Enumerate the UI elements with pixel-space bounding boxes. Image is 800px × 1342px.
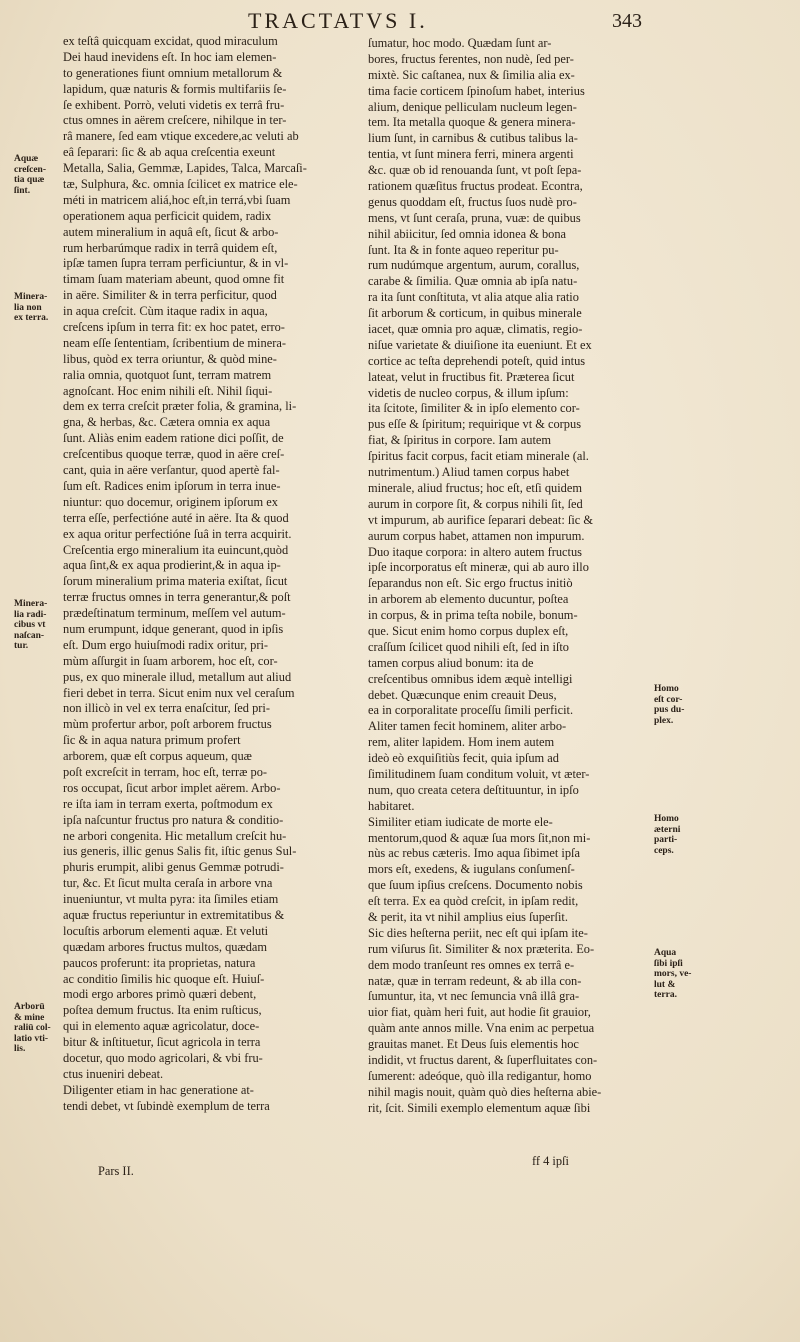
marginal-note — [14, 292, 48, 324]
text-line: in aëre. Similiter & in terra perficitur, quod — [63, 288, 277, 303]
text-line: re iſta iam in terram exerta, poſtmodum ex — [63, 796, 273, 811]
text-line: debet. Quæcunque enim creauit Deus, — [368, 687, 557, 702]
text-line: pus du- — [654, 705, 685, 715]
text-line: num, quo creata cetera deſtituuntur, in ipſo — [368, 782, 579, 797]
text-line: ceps. — [654, 845, 674, 856]
text-line: arborem, quæ eſt corpus aqueum, quæ — [63, 749, 252, 764]
text-line: indidit, vt fructus darent, & ſuperfluitates con- — [368, 1053, 598, 1067]
text-line: Homo — [654, 684, 679, 694]
text-line: lut & — [654, 979, 676, 990]
catchword-line: ff 4 ipſi — [532, 1154, 569, 1168]
text-line: ex teſtâ quicquam excidat, quod miraculum — [63, 34, 278, 48]
text-line: poſtea demum fructus. Ita enim ruſticus, — [63, 1003, 262, 1018]
text-line: râ manere, ſed eam vtique excedere,ac veluti ab — [63, 129, 299, 144]
text-line: Sic dies heſterna periit, nec eſt qui ipſam ite- — [368, 925, 588, 940]
text-line: raliū col- — [14, 1023, 51, 1033]
text-line: ſe exhibent. Porrò, veluti videtis ex terrâ fru- — [63, 97, 285, 112]
text-line: ſumatur, hoc modo. Quædam ſunt ar- — [368, 36, 552, 50]
text-line: eſt cor- — [654, 694, 683, 705]
text-line: cibus vt — [14, 620, 46, 630]
text-line: aquæ fructus reperiuntur in extremitatibus & — [63, 907, 285, 922]
text-line: vt impurum, ab aurifice ſeparari debeat: ſic & — [368, 512, 594, 527]
text-line: eſt terra. Ex ea quòd creſcit, in ipſam redit, — [368, 894, 579, 909]
text-line: fieri debet in terra. Sicut enim nux vel ceraſum — [63, 685, 295, 700]
text-line: pus eſſe & ſpiritum; requirique vt & corpus — [368, 417, 582, 432]
text-line: que ſuum ipſius creſcens. Documento nobis — [368, 878, 583, 893]
text-line: que. Sicut enim homo corpus duplex eſt, — [368, 623, 569, 638]
text-line: Duo itaque corpora: in altero autem fructus — [368, 544, 583, 559]
text-line: Minera- — [14, 292, 48, 302]
text-line: rum herbarúmque radix in terrâ quidem eſt, — [63, 240, 278, 255]
text-line: cortice ac teſta deprehendi poteſt, quid intus — [368, 353, 586, 368]
text-line: tur. — [14, 641, 29, 651]
marginal-note — [14, 1002, 51, 1055]
text-line: nutrimentum.) Aliud tamen corpus habet — [368, 465, 570, 480]
text-line: timam ſuam materiam abeunt, quod omne fit — [63, 272, 285, 287]
text-line: plex. — [654, 715, 674, 726]
text-line: Creſcentia ergo mineralium ita euincunt,quòd — [63, 542, 289, 557]
text-line: tia quæ — [14, 175, 45, 185]
text-line: eâ ſeparari: ſic & ab aqua creſcentia exeunt — [63, 145, 276, 160]
text-line: minerale, aliud fructus; hoc eſt, etſi quidem — [368, 480, 583, 495]
signature-mark: Pars II. — [98, 1164, 134, 1178]
text-line: ac conditio ſimilis hic quoque eſt. Huiuſ- — [63, 971, 265, 986]
text-line: paucos proferunt: ita proprietas, natura — [63, 955, 256, 970]
text-line: genus quoddam eſt, fructus ſuos nudè pro- — [368, 194, 577, 209]
text-line: nihil abiicitur, ſed omnia idonea & bona — [368, 226, 567, 241]
text-line: prædeſtinatum terminum, meſſem vel autum- — [63, 606, 286, 621]
text-line: num erumpunt, idque generant, quod in ipſis — [63, 621, 284, 636]
left-text-column — [63, 34, 333, 1115]
text-line: rum viſurus ſit. Similiter & nox præterita. Eo- — [368, 941, 595, 956]
text-line: creſcentibus omnibus idem æquè intelligi — [368, 671, 573, 686]
text-line: in aqua creſcit. Cùm itaque radix in aqua, — [63, 304, 268, 319]
text-line: creſcentibus quoque terræ, quod in aëre creſ- — [63, 447, 285, 462]
text-line: habitaret. — [368, 798, 415, 813]
text-line: mixtè. Sic caſtanea, nux & ſimilia alia ex- — [368, 67, 575, 82]
text-line: terra. — [654, 990, 677, 1000]
text-line: naſcan- — [14, 630, 45, 641]
text-line: méti in matricem aliá,hoc eſt,in terrá,vbi ſuam — [63, 192, 291, 207]
text-line: grauitas manet. Et Deus ſuis elementis hoc — [368, 1037, 579, 1052]
text-line: mors, ve- — [654, 969, 692, 979]
text-line: in corpus, & in prima teſta nobile, bonum- — [368, 608, 578, 623]
text-line: ralia omnia, quotquot ſunt, terram matrem — [63, 367, 272, 382]
text-line: alium, denique pelliculam nucleum legen- — [368, 99, 577, 114]
marginal-note — [654, 814, 680, 856]
text-line: tendi debet, vt ſubindè exemplum de terra — [63, 1098, 270, 1113]
text-line: rem, aliter lapidem. Hom inem autem — [368, 735, 555, 750]
text-line: tem. Ita metalla quoque & genera minera- — [368, 115, 576, 130]
text-line: æterni — [654, 824, 681, 835]
text-line: quædam arbores fructus multos, quædam — [63, 939, 268, 954]
text-line: ſpiritus facit corpus, facit etiam minerale (al. — [368, 449, 589, 464]
text-line: ros occupat, ſicut arbor implet aërem. Arbo- — [63, 780, 281, 795]
text-line: ſumerent: adeóque, quò illa redigantur, homo — [368, 1068, 592, 1083]
text-line: qui in elemento aquæ agricolatur, doce- — [63, 1019, 260, 1034]
text-line: ſum eſt. Radices enim ipſorum in terra inue- — [63, 478, 281, 493]
text-line: eſt. Dum ergo huiuſmodi radix oritur, pri- — [63, 637, 269, 652]
text-line: ſit arborum & corticum, in quibus minerale — [368, 306, 582, 321]
text-line: to generationes fiunt omnium metallorum & — [63, 65, 283, 80]
text-line: ea in corporalitate proceſſu ſimili perficit. — [368, 703, 574, 718]
text-line: tamen corpus aliud bonum: ita de — [368, 655, 534, 670]
text-line: ſeparandus non eſt. Sic ergo fructus initiò — [368, 576, 573, 591]
text-line: niſue varietate & diuiſione ita eueniunt. Et ex — [368, 337, 592, 352]
text-line: rit, ſcit. Simili exemplo elementum aquæ ſibi — [368, 1100, 591, 1115]
text-line: Arborū — [14, 1002, 45, 1012]
marginal-note — [14, 154, 46, 196]
text-line: mùm aſſurgit in ſuam arborem, hoc eſt, cor- — [63, 653, 278, 668]
text-line: mors eſt, exedens, & iugulans conſumenſ- — [368, 862, 575, 877]
text-line: lateat, velut in fructibus fit. Præterea ſicut — [368, 369, 575, 384]
text-line: tæ, Sulphura, &c. omnia ſcilicet ex matrice ele- — [63, 177, 298, 192]
text-line: Dei haud inevidens eſt. In hoc iam elemen- — [63, 49, 277, 64]
text-line: Metalla, Salia, Gemmæ, Lapides, Talca, Marcaſi- — [63, 161, 307, 176]
text-line: ius generis, illic genus Salis fit, iſtic genus Sul- — [63, 844, 297, 859]
text-line: bitur & inſtituetur, ſicut agricola in terra — [63, 1035, 261, 1050]
text-line: ex aqua oritur perfectióne ſuâ in terra acquirit. — [63, 526, 292, 541]
text-line: poſt excreſcit in terram, hoc eſt, terræ po- — [63, 764, 268, 779]
text-line: ipſæ tamen ſupra terram perficiuntur, & in vl- — [63, 256, 289, 271]
text-line: mùm profertur arbor, poſt arborem fructus — [63, 717, 272, 732]
text-line: terra eſſe, perfectióne auté in aëre. Ita & quod — [63, 510, 289, 525]
text-line: ſunt. Ita & in fonte aqueo reperitur pu- — [368, 242, 559, 257]
text-line: non illicò in vel ex terra enaſcitur, ſed pri- — [63, 701, 270, 716]
text-line: phuris erumpit, alibi genus Gemmæ potrudi- — [63, 860, 284, 875]
text-line: ſumuntur, ita, vt nec ſemuncia vnâ illâ gra- — [368, 989, 580, 1004]
text-line: agnoſcant. Hoc enim nihili eſt. Nihil ſiqui- — [63, 383, 273, 398]
text-line: lium ſunt, in carnibus & cutibus talibus la- — [368, 131, 578, 146]
text-line: ſic & in aqua natura primum profert — [63, 733, 241, 748]
text-line: cant, quia in aëre verſantur, quod apertè fal- — [63, 463, 280, 478]
text-line: operationem aqua perficicit quidem, radix — [63, 208, 272, 223]
text-line: ideò eò exquiſitiùs fecit, quia ipſum ad — [368, 751, 559, 766]
text-line: creſcens ipſum in terra fit: ex hoc patet, erro- — [63, 320, 285, 335]
right-text-column — [368, 36, 650, 1117]
text-line: mens, vt ſunt ceraſa, pruna, vuæ: de quibus — [368, 210, 581, 225]
text-line: dem ex terra creſcit præter folia, & gramina, li- — [63, 399, 297, 414]
text-line: dem modo tranſeunt res omnes ex terrâ e- — [368, 957, 575, 972]
text-line: aqua ſint,& ex aqua prodierint,& in aqua ip- — [63, 558, 281, 573]
text-line: &c. quæ ob id renouanda ſunt, vt poſt ſepa- — [368, 163, 582, 178]
text-line: ipſa naſcuntur fructus pro natura & conditio- — [63, 812, 284, 827]
text-line: neam eſſe ſententiam, ſcribentium de minera- — [63, 335, 286, 350]
text-line: inueniuntur, vt multa pyra: ita ſimiles etiam — [63, 892, 279, 907]
text-line: ſunt. Aliàs enim eadem ratione dici poſſit, de — [63, 431, 284, 446]
text-line: Homo — [654, 814, 679, 824]
text-line: ex terra. — [14, 313, 49, 323]
text-line: rum nudúmque argentum, aurum, corallus, — [368, 258, 580, 273]
text-line: in arborem ab elemento ducuntur, poſtea — [368, 592, 569, 607]
text-line: parti- — [654, 835, 678, 845]
text-line: gna, & herbas, &c. Cætera omnia ex aqua — [63, 415, 271, 430]
text-line: ita ſcitote, ſimiliter & in ipſo elemento cor- — [368, 401, 580, 416]
text-line: uior fiat, quàm heri fuit, aut hodie ſit grauior, — [368, 1005, 591, 1020]
text-line: aurum in corpore ſit, & corpus nihili ſit, ſed — [368, 496, 583, 511]
text-line: creſcen- — [14, 164, 46, 175]
text-line: libus, quòd ex terra oriuntur, & quòd mine- — [63, 351, 277, 366]
text-line: ſibi ipſi — [654, 958, 683, 969]
text-line: ipſe incorporatus eſt mineræ, qui ab auro illo — [368, 560, 589, 575]
text-line: niuntur: quo docemur, originem ipſorum ex — [63, 494, 278, 509]
text-line: lia non — [14, 302, 42, 313]
text-line: terræ fructus omnes in terra generantur,& poſt — [63, 590, 291, 605]
text-line: mentorum,quod & aquæ ſua mors ſit,non mi- — [368, 830, 591, 845]
text-line: iacet, quæ omnia pro aquæ, climatis, regio- — [368, 322, 583, 337]
text-line: ctus inueniri debeat. — [63, 1066, 164, 1081]
page-number: 343 — [612, 10, 642, 32]
text-line: autem mineralium in aquâ eſt, ſicut & arbo- — [63, 224, 279, 239]
text-line: nihil magis nouit, quàm quò dies heſterna abie- — [368, 1084, 602, 1099]
text-line: Diligenter etiam in hac generatione at- — [63, 1082, 254, 1097]
text-line: tentia, vt ſunt minera ferri, minera argenti — [368, 147, 574, 162]
text-line: ne arbori congenita. Hic metallum creſcit hu- — [63, 828, 287, 843]
marginal-note — [654, 948, 691, 1001]
text-line: quàm ante annos mille. Vna enim ac perpetua — [368, 1021, 595, 1036]
text-line: lia radi- — [14, 609, 47, 620]
text-line: Similiter etiam iudicate de morte ele- — [368, 814, 553, 829]
text-line: latio vti- — [14, 1033, 49, 1044]
text-line: locuſtis arborum elementi aquæ. Et veluti — [63, 923, 269, 938]
text-line: craſſum ſcilicet quod nihili eſt, ſed in iſto — [368, 639, 569, 654]
text-line: & mine — [14, 1012, 45, 1023]
running-title: TRACTATVS I. — [248, 8, 428, 33]
text-line: tima facie corticem ſpinoſum habet, interius — [368, 83, 585, 98]
text-line: Aquæ — [14, 154, 39, 164]
text-line: ſint. — [14, 185, 31, 196]
text-line: bores, fructus ferentes, non nudè, ſed per- — [368, 51, 574, 66]
text-line: carabe & ſimilia. Quæ omnia ab ipſa natu- — [368, 274, 578, 289]
text-line: & perit, ita vt nihil amplius eius ſuperſit. — [368, 909, 568, 924]
text-line: Aqua — [654, 948, 677, 958]
text-line: natæ, quæ in terram redeunt, & ab illa con- — [368, 973, 582, 988]
text-line: aurum corpus habet, attamen non impurum. — [368, 528, 585, 543]
text-line: lapidum, quæ naturis & formis multifariis ſe- — [63, 81, 287, 96]
marginal-note — [14, 599, 47, 652]
text-line: Aliter tamen fecit hominem, aliter arbo- — [368, 719, 567, 734]
marginal-note — [654, 684, 684, 726]
text-line: ctus omnes in aërem creſcere, nihilque in ter- — [63, 113, 287, 128]
text-line: lis. — [14, 1044, 26, 1054]
text-line: ſimilitudinem ſuam conditum voluit, vt æter- — [368, 766, 590, 781]
text-line: Minera- — [14, 599, 48, 609]
text-line: rationem quæſitus fructus prodeat. Econtra, — [368, 179, 583, 194]
text-line: pus, ex quo minerale illud, metallum aut aliud — [63, 669, 292, 684]
text-line: nùs ac rebus cæteris. Imo aqua ſibimet ipſa — [368, 846, 580, 861]
text-line: fiat, & ſpiritus in corpore. Iam autem — [368, 433, 552, 448]
text-line: videtis de nucleo corpus, & illum ipſum: — [368, 385, 569, 400]
text-line: docetur, quo modo agricolari, & vbi fru- — [63, 1051, 263, 1065]
text-line: ra ita ſunt conſtituta, vt alia atque alia ratio — [368, 290, 579, 305]
text-line: tur, &c. Et ſicut multa ceraſa in arbore vna — [63, 876, 273, 891]
text-line: modi ergo arbores primò quæri debent, — [63, 987, 257, 1002]
text-line: ſorum mineralium prima materia exiſtat, ſicut — [63, 574, 288, 589]
